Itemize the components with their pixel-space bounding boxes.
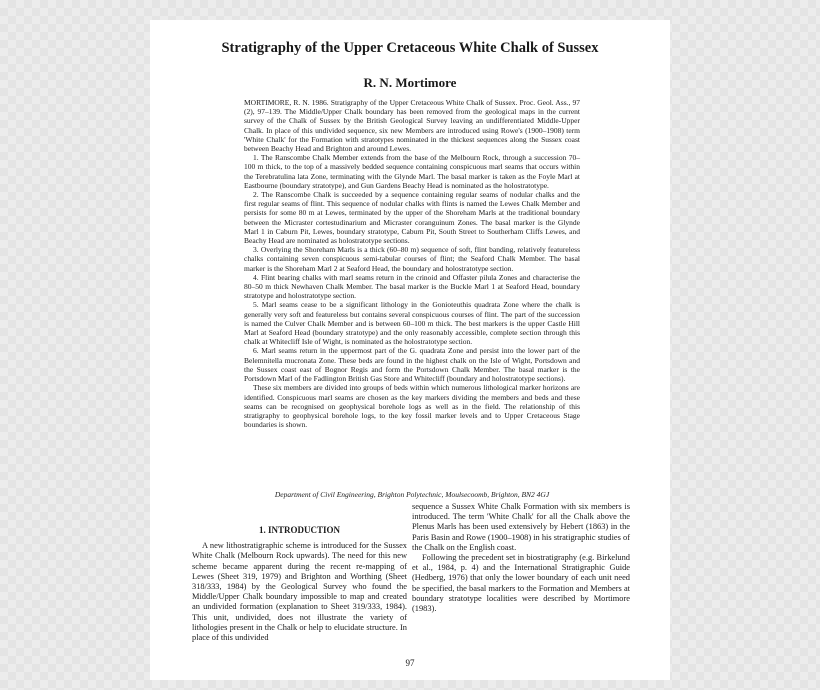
abstract-paragraph: These six members are divided into groups of beds within which numerous lithological marker horizons are identified. Conspicuous marl seams are chosen as the key markers dividing the members and beds and these seams can be recognised on geophysical borehole logs as well as in the field. The relationship of this stratigraphy to geophysical borehole logs, to the key fossil marker levels and to Upper Cretaceous Stage boundaries is shown.	[244, 383, 580, 430]
abstract-paragraph: 6. Marl seams return in the uppermost part of the G. quadrata Zone and persist into the lower part of the Belemnitella mucronata Zone. These beds are found in the highest chalk on the Isle of Wight, Portsdown and the Sussex coast east of Bognor Regis and form the Portsdown Chalk Member. The basal marker is the Portsdown Marl of the Fadlington British Gas Store and Whitecliff (boundary and holostratotype sections).	[244, 346, 580, 384]
body-paragraph: A new lithostratigraphic scheme is introduced for the Sussex White Chalk (Melbourn Rock upwards). The need for this new scheme became apparent during the recent re-mapping of Lewes (Sheet 319, 1979) and Brighton and Worthing (Sheet 318/333, 1984) by the Geological Survey who found the Middle/Upper Chalk boundary impossible to map and created an undivided formation (explanation to Sheet 319/333, 1984). This unit, undivided, does not illustrate the variety of lithologies present in the Chalk or help to elucidate structure. In place of this undivided	[192, 541, 407, 643]
abstract-paragraph: 2. The Ranscombe Chalk is succeeded by a sequence containing regular seams of nodular chalks and the first regular seams of flint. This sequence of nodular chalks with flints is named the Lewes Chalk Member and persists for some 80 m at Lewes, terminated by the upper of the Shoreham Marls at the traditional boundary between the Micraster cortestudinarium and Micraster coranguinum Zones. The basal marker is the Glynde Marl 1 in Caburn Pit, Lewes, boundary stratotype, Caburn Pit, South Street to Southerham Cliffs Lewes, and Beachy Head are nominated as holostratotype sections.	[244, 190, 580, 246]
abstract	[244, 98, 580, 429]
abstract-paragraph: 3. Overlying the Shoreham Marls is a thick (60–80 m) sequence of soft, flint banding, relatively featureless chalks containing seven conspicuous semi-tabular courses of flint; the Seaford Chalk Member. The basal marker is the Shoreham Marl 2 at Seaford Head, the boundary and holostratotype section.	[244, 245, 580, 273]
paper-title: Stratigraphy of the Upper Cretaceous White Chalk of Sussex	[221, 40, 599, 56]
section-heading: 1. INTRODUCTION	[258, 525, 340, 535]
body-column-left	[192, 525, 407, 643]
abstract-paragraph: MORTIMORE, R. N. 1986. Stratigraphy of the Upper Cretaceous White Chalk of Sussex. Proc. Geol. Ass., 97 (2), 97–139. The Middle/Upper Chalk boundary has been removed from the geological maps in the current survey of the Chalk of Sussex by the British Geological Survey leaving an undifferentiated Middle-Upper Chalk. In place of this undivided sequence, six new Members are introduced using Rowe's (1900–1908) term 'White Chalk' for the Formation with stratotypes nominated in the thickest sequences along the Sussex coast between Beachy Head and Brighton and around Lewes.	[244, 98, 580, 154]
body-paragraph: sequence a Sussex White Chalk Formation with six members is introduced. The term 'White Chalk' for all the Chalk above the Plenus Marls has been used extensively by Hebert (1863) in the Paris Basin and Rowe (1900–1908) in his stratigraphic studies of the Chalk on the English coast.	[412, 502, 630, 552]
author-name: R. N. Mortimore	[363, 75, 457, 90]
body-column-right	[412, 502, 630, 614]
abstract-paragraph: 4. Flint bearing chalks with marl seams return in the crinoid and Offaster pilula Zones and characterise the 80–50 m thick Newhaven Chalk Member. The basal marker is the Buckle Marl 1 at Seaford Head, boundary stratotype and holostratotype section.	[244, 272, 580, 301]
abstract-paragraph: 1. The Ranscombe Chalk Member extends from the base of the Melbourn Rock, through a succession 70–100 m thick, to the top of a massively bedded sequence containing conspicuous marl seams that occurs within the Terebratulina lata Zone, terminating with the Glynde Marl. The basal marker is taken as the Foyle Marl at Eastbourne (boundary stratotype), and Gun Gardens Beachy Head is nominated as the holostratotype.	[244, 153, 580, 190]
body-paragraph: Following the precedent set in biostratigraphy (e.g. Birkelund et al., 1984, p. 4) and the International Stratigraphic Guide (Hedberg, 1976) that only the lower boundary of each unit need be specified, the basal markers to the Formation and Members at boundary stratotype localities were described by Mortimore (1983).	[412, 553, 630, 614]
paper-page	[150, 20, 670, 680]
abstract-paragraph: 5. Marl seams cease to be a significant lithology in the Gonioteuthis quadrata Zone where the chalk is generally very soft and featureless but contains several conspicuous courses of flint. The part of the succession is named the Culver Chalk Member and is between 60–100 m thick. The best markers is the upper Castle Hill Marl at Seaford Head (boundary stratotype) and the only reasonably accessible, complete section through this chalk at Whitecliff Isle of Wight, is nominated as the holostratotype section.	[244, 300, 580, 347]
author-affiliation: Department of Civil Engineering, Brighton Polytechnic, Moulsecoomb, Brighton, BN2 4GJ	[274, 490, 550, 499]
page-number: 97	[405, 658, 415, 668]
